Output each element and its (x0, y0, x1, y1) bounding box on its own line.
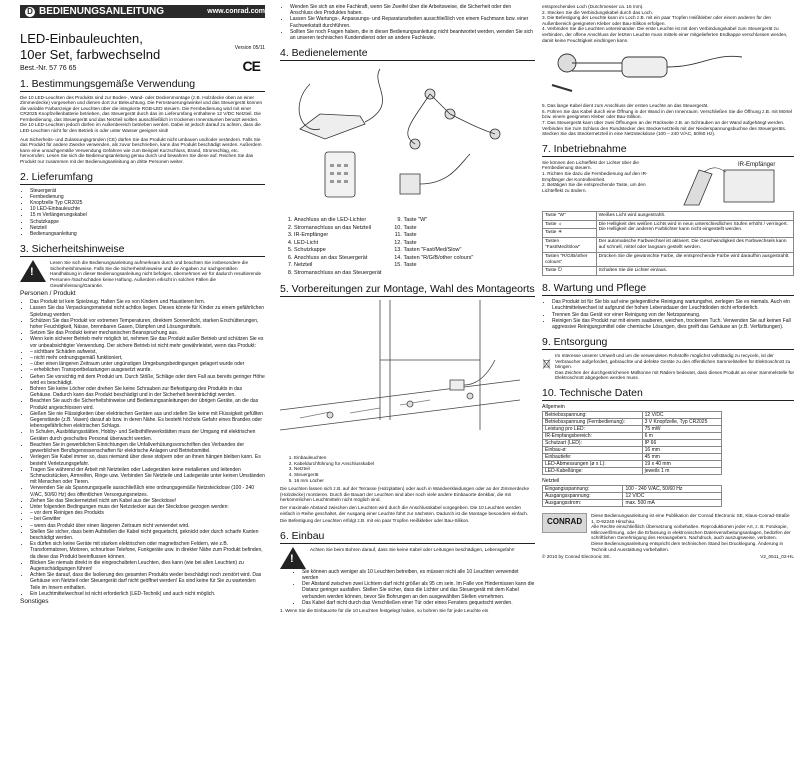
s7-intro: Sie können den Lichteffekt der Lichter über die Fernbedienung steuern. (542, 159, 639, 171)
legend-right (389, 217, 473, 277)
list-item: • Sie können auch weniger als 10 Leuchten betreiben, es müssen nicht alle 10 Leuchten verwendet werden (302, 569, 535, 581)
table-row (543, 447, 722, 454)
list-item: • Wenden Sie sich an eine Fachkraft, wenn Sie Zweifel über die Arbeitsweise, die Sicherheit oder den Anschluss des Produktes haben. (290, 4, 535, 16)
controls-legend (280, 217, 535, 277)
table-cell: Eingangsspannung: (543, 486, 623, 493)
step-line: 6. Führen Sie das Kabel durch eine Öffnung in der Wand in den Innenraum. Verschließen Sie die Öffnung z.B. mit Mörtel bzw. einem geeigneten Kleber oder Bau-Silikon. (542, 108, 793, 120)
s6-warning (280, 547, 535, 569)
step-line: entsprechendes Loch (Durchmesser ca. 16 mm). (542, 4, 644, 9)
general-table (542, 411, 722, 475)
list-item: • Lassen Sie Wartungs-, Anpassungs- und Reparaturarbeiten ausschließlich von einem Fachmann bzw. einer Fachwerkstatt durchführen. (290, 16, 535, 28)
s8-list (542, 299, 794, 330)
table-cell: Betriebsspannung (Fernbedienung): (543, 419, 643, 426)
title-line2: 10er Set, farbwechselnd (20, 46, 161, 62)
table-cell: Schutzart (LED): (543, 440, 643, 447)
version: Version 05/11 (234, 45, 265, 51)
header-brand: BEDIENUNGSANLEITUNG (39, 6, 165, 17)
list-item: • 10 LED-Einbauleuchte (30, 206, 265, 212)
column-3 (542, 0, 794, 762)
psu-table (542, 485, 722, 507)
mounting-illustration (280, 300, 520, 450)
list-item: • Ein Leuchtmittelwechsel ist nicht erforderlich (LED-Technik) und auch nicht möglich. (30, 591, 265, 597)
s5-paragraph-2: Der maximale Abstand zwischen den Leuchten wird durch die Anschlusskabel vorgegeben. Die 10 Leuchten werden einfach in Reihe geschaltet, der Ausgang einer Leuchte führt zur nächsten. Dadurch ist die Montage besonders einfach. (280, 504, 529, 516)
list-item: • – nicht mehr ordnungsgemäß funktioniert, (30, 355, 265, 361)
section-3-title: 3. Sicherheitshinweise (20, 243, 265, 257)
list-item: • Reinigen Sie das Produkt nur mit einem sauberen, weichen, trockenen Tuch. Verwenden Sie auf keinen Fall aggressive Reinigungsmittel oder chemische Lösungen, dies greift das Gehäuse an (z.B. Verfärbungen). (552, 318, 794, 330)
table-row (543, 493, 722, 500)
list-item: • Das Produkt ist für Sie bis auf eine gelegentliche Reinigung wartungsfrei, zerlegen Sie es niemals. Auch ein Leuchtmittelwechsel ist aufgrund der hohen Lebensdauer der Leuchtdioden nicht erforderlich. (552, 299, 794, 311)
footer (542, 513, 794, 552)
s9-paragraph-1: Im Interesse unserer Umwelt und um die verwendeten Rohstoffe möglichst vollständig zu recyceln, ist der Verbraucher aufgefordert, gebrauchte und defekte Geräte zu den öffentlichen Sammelstellen für Elektroschrott zu bringen. (555, 353, 791, 370)
doc-code: V2_0511_02-HL (760, 554, 794, 560)
s7-intro-text (542, 160, 660, 208)
section-4-title: 4. Bedienelemente (280, 47, 535, 61)
s9-text (555, 353, 794, 381)
table-row (543, 500, 722, 507)
table-row (543, 220, 794, 229)
continued-list (280, 4, 535, 41)
s1-paragraph-1: Die 10 LED-Leuchten des Produkts sind zur Boden-, Wand- oder Deckenmontage (z.B. Holzdecke oben an einer Zimmerdecke) vorgesehen und dienen dort zur Beleuchtung. Die Fernsteuerungswinkel und das Steuergerät können die variable Farbanzeige der Leuchten über die integrierte RGB-LED steuern. Die Fernbedienung wird mit einer CR2025 Knopfzellenbatterie betrieben, das Steuergerät durch das im Lieferumfang enthaltene 12 V/DC Netzteil. Die Fernbedienung, das Steuergerät und das Netzteil sollten ausschließlich in trockenen Innenräumen benutzt werden. Die 10 LED-Leuchten jedoch dürfen im Außenbereich betrieben werden. Dabei ist jedoch darauf zu achten, dass die LED-Leuchten nicht für den Betrieb in oder unter Wasser geeignet sind! (20, 94, 263, 134)
table-cell: Ausgangsstrom: (543, 500, 623, 507)
table-cell: Schalten Sie die Lichter ein/aus. (596, 267, 793, 276)
legend-item: 11. Taste (403, 232, 473, 240)
step-line: 7. Das Steuergerät kann über zwei Öffnungen an der Rückseite z.B. an Schrauben an der Wand aufgehängt werden. Verbinden Sie zum Schluss den Rundstecker des Steckernetzteils mit der Niederspannungsbuchse des Steuergeräts. Stecken Sie das Steckernetzteil in eine Netzsteckdose (100 – 240 V/AC, 50/60 Hz). (542, 119, 787, 137)
list-item: • Verwenden Sie als Spannungsquelle ausschließlich eine ordnungsgemäße Netzsteckdose (100 - 240 V/AC, 50/60 Hz) des öffentlichen Versorgungsnetzes. (30, 485, 265, 497)
table-cell: Der automatische Farbwechsel ist aktiviert. Die Geschwindigkeit des Farbwechsels kann auf schnell, mittel oder langsam gestellt werden. (596, 238, 793, 253)
legend-item: 2. Stromanschluss an das Netzteil (294, 225, 381, 233)
legend-item: 5. 16 mm Löcher (294, 478, 535, 484)
list-item: • Setzen Sie das Produkt keiner mechanischen Beanspruchung aus. (30, 330, 265, 336)
s3-subtitle: Personen / Produkt (20, 290, 76, 298)
s5-paragraph-1: Die Leuchten lassen sich z.B. auf der Terrasse (Holzplatten) oder auch in Wandverkleidungen oder an der Zimmerdecke (Holzdecke) montieren. Durch die Bauart der Leuchten sind aber noch viele andere Einbauorte denkbar, die mit herkömmlichen Leuchtmitteln nicht möglich sind. (280, 486, 530, 503)
s1-paragraph-2: Aus Sicherheits- und Zulassungsgründen (CE) dürfen Sie das Produkt nicht umbauen und/oder verändern. Falls Sie das Produkt für andere Zwecke verwenden, als zuvor beschrieben, kann das Produkt beschädigt werden. Außerdem kann eine unsachgemäße Verwendung Gefahren wie zum Beispiel Kurzschluss, Brand, Stromschlag, etc. hervorrufen. Lesen Sie sich die Bedienungsanleitung genau durch und bewahren Sie diese auf. Reichen Sie das Produkt nur zusammen mit der Bedienungsanleitung an dritte Personen weiter. (20, 136, 262, 165)
list-item: • Schützen Sie das Produkt vor extremen Temperaturen, direktem Sonnenlicht, starken Erschütterungen, hoher Feuchtigkeit, Nässe, brennbaren Gasen, Dämpfen und Lösungsmitteln. (30, 318, 265, 330)
table-cell: 45 mm (642, 454, 721, 461)
psu-label: Netzteil (542, 478, 560, 485)
table-cell: Die Helligkeit des weißen Lichts wird in neun unterschiedlichen Stufen erhöht / verringert. Die Helligkeit der anderen Farblichter kann nicht eingestellt werden. (596, 220, 793, 238)
controls-diagram (280, 64, 520, 214)
list-item: • Beachten Sie in gewerblichen Einrichtungen die Unfallverhütungsvorschriften des Verbandes der gewerblichen Berufsgenossenschaften für elektrische Anlagen und Betriebsmittel. (30, 442, 265, 454)
table-cell: IR-Empfangsbereich: (543, 433, 643, 440)
sonstiges-heading: Sonstiges (20, 597, 49, 605)
header-bar (20, 5, 265, 18)
s7-step: 2. Betätigen Sie die entsprechende Taste, um den Lichteffekt zu ändern. (542, 182, 646, 193)
header-website: www.conrad.com (207, 8, 265, 15)
table-row (543, 211, 794, 220)
list-item: • Unter folgenden Bedingungen muss der Netzstecker aus der Steckdose gezogen werden: (30, 504, 265, 510)
legend-item: 4. LED-Licht (294, 240, 381, 248)
s9-row (542, 353, 794, 381)
table-cell: Einbau-ø: (543, 447, 643, 454)
table-cell: 75 mW (642, 426, 721, 433)
power-icon: ⏻ (557, 268, 562, 274)
step-line: 4. Verbinden Sie die Leuchten untereinander. Die erste Leuchte ist mit dem Verbindungskabel zum Steuergerät zu verbinden, der offene Anschluss der letzten Leuchte muss mittels einer mitgelieferten Endkappe verschlossen werden, damit keine Feuchtigkeit eindringen kann. (542, 26, 788, 43)
legend-item: 3. IR-Empfänger (294, 232, 381, 240)
table-cell (543, 220, 597, 229)
sun-up-icon: ☼ (557, 221, 563, 227)
step-line: 5. Das lange Kabel dient zum Anschluss der ersten Leuchte an das Steuergerät. (542, 103, 709, 109)
list-item: • Achten Sie darauf, dass die Isolierung des gesamten Produkts weder beschädigt noch zerstört wird. Das Gehäuse von Netzteil oder Steuergerät darf nicht geöffnet werden! Es sind keine für Sie zu wartenden Teile im Innern enthalten. (30, 572, 265, 591)
table-row (543, 486, 722, 493)
list-item: • Stellen Sie sicher, dass beim Aufstellen die Kabel nicht gequetscht, geknickt oder durch scharfe Kanten beschädigt werden. (30, 529, 265, 541)
table-cell: Ausgangsspannung: (543, 493, 623, 500)
title-line1: LED-Einbauleuchten, (20, 30, 143, 46)
table-row (543, 440, 722, 447)
section-2-title: 2. Lieferumfang (20, 171, 265, 185)
table-row (543, 238, 794, 253)
column-2 (280, 0, 535, 762)
list-item: • Gehen Sie vorsichtig mit dem Produkt um. Durch Stöße, Schläge oder dem Fall aus bereits geringer Höhe wird es beschädigt. (30, 374, 265, 386)
table-cell (543, 229, 597, 238)
table-cell: Tasten "Fast/Med/Slow" (543, 238, 597, 253)
legend-item: 1. Einbauleuchten (294, 455, 535, 461)
section-8-title: 8. Wartung und Pflege (542, 282, 794, 296)
list-item: • Bohren Sie keine Löcher oder drehen Sie keine Schrauben zur Befestigung des Produkts in das Gehäuse. Dadurch kann das Produkt beschädigt und in der Sicherheit beeinträchtigt werden. (30, 386, 265, 398)
legend-left (280, 217, 381, 277)
list-item: • 15 m Verlängerungskabel (30, 212, 265, 218)
brand-logo-icon: D (25, 7, 35, 17)
cell-label: Taste (545, 221, 557, 227)
legend-item: 12. Taste (403, 240, 473, 248)
legend-item: 5. Schutzkappe (294, 247, 381, 255)
legend-item: 10. Taste (403, 225, 473, 233)
list-item: • Trennen Sie das Gerät vor einer Reinigung von der Netzspannung. (552, 312, 794, 318)
warning-icon: ! (20, 260, 46, 282)
legend-item: 2. Kabeldurchführung für Anschlusskabel (294, 461, 535, 467)
s3-warning-text: Lesen Sie sich die Bedienungsanleitung aufmerksam durch und beachten Sie insbesondere die Sicherheitshinweise. Falls Sie die Sicherheitshinweise und die Angaben zur sachgemäßen Handhabung in dieser Bedienungsanleitung nicht befolgen, übernehmen wir für dadurch resultierende Personen-/Sachschäden keine Haftung. Außerdem erlischt in solchen Fällen die Gewährleistung/Garantie. (50, 260, 262, 288)
table-cell: LED-Abmessungen (ø x L): (543, 461, 643, 468)
ir-illustration (664, 160, 784, 208)
legend-item: 4. Steuergerät (294, 472, 535, 478)
s6-list (292, 569, 535, 606)
safety-list (20, 299, 265, 597)
section-9-title: 9. Entsorgung (542, 336, 794, 350)
footer-line: Diese Bedienungsanleitung ist eine Publikation der Conrad Electronic SE, Klaus-Conrad-Straße 1, D-92240 Hirschau. (591, 513, 790, 524)
table-cell: jeweils 1 m (642, 468, 721, 475)
table-row (543, 267, 794, 276)
list-item: • Steuergerät (30, 188, 265, 194)
table-row (543, 252, 794, 267)
s6-warning-text: Achten Sie beim Bohren darauf, dass Sie keine Kabel oder Leitungen beschädigen, Lebensgefahr! (310, 546, 515, 552)
mounting-legend (280, 455, 535, 483)
table-cell: 6 m (642, 433, 721, 440)
table-cell: Leistung pro LED: (543, 426, 643, 433)
delivery-list (20, 188, 265, 238)
section-1-title: 1. Bestimmungsgemäße Verwendung (20, 78, 265, 92)
step-line: 3. Die Befestigung der Leuchte kann im Loch z.B. mit ein paar Tropfen Heißkleber oder einem anderen für den Außenbereich geeigneten Kleber oder Bau-Silikon erfolgen. (542, 15, 772, 26)
list-item: • Tragen Sie während der Arbeit mit Netzteilen oder Ladegeräten keine metallenen und leitenden Schmuckstücken, Armreifen, Ringe usw. Verbinden Sie Netzteile und Ladegeräte unter keinen Umständen mit Menschen oder Tieren. (30, 467, 265, 486)
table-row (543, 412, 722, 419)
list-item: • Knopfzelle Typ CR2025 (30, 200, 265, 206)
section-5-title: 5. Vorbereitungen zur Montage, Wahl des Montageorts (280, 283, 535, 296)
ir-label: IR-Empfänger (738, 161, 776, 168)
s7-intro-row (542, 160, 794, 208)
table-cell: Einbautiefe: (543, 454, 643, 461)
legend-item: 6. Anschluss an das Steuergerät (294, 255, 381, 263)
list-item: • – bei Gewitter (30, 516, 265, 522)
controls-illustration (280, 64, 520, 214)
s3-warning (20, 260, 265, 288)
order-number: Best.-Nr. 57 76 65 (20, 64, 77, 72)
list-item: • Sollten Sie noch Fragen haben, die in dieser Bedienungsanleitung nicht beantwortet werden, wenden Sie sich an unseren technischen Kundendienst oder an andere Fachleute. (290, 29, 535, 41)
list-item: • – vor dem Reinigen des Produkts (30, 510, 265, 516)
step-line: 2. Stecken Sie die Verbindungskabel durch das Loch. (542, 9, 654, 15)
legend-item: 9. Taste "W" (403, 217, 473, 225)
table-row (543, 426, 722, 433)
list-item: • Blicken Sie niemals direkt in die eingeschalteten Leuchten, dies kann (wie bei allen Leuchten) zu Augenschädigungen führen! (30, 560, 265, 572)
section-10-title: 10. Technische Daten (542, 387, 794, 401)
doc-title (20, 31, 265, 63)
buttons-table (542, 211, 794, 276)
list-item: • Verlegen Sie Kabel immer so, dass niemand über diese stolpern oder an ihnen hängen bleiben kann. Es besteht Verletzungsgefahr. (30, 454, 265, 466)
s5-paragraph-3: Die Befestigung der Leuchten erfolgt z.B. mit ein paar Tropfen Heißkleber oder Bau-Silikon. (280, 518, 470, 524)
list-item: • – erheblichen Transportbelastungen ausgesetzt wurde. (30, 367, 265, 373)
table-cell: max. 500 mA (623, 500, 722, 507)
s9-paragraph-2: Das Zeichen der durchgestrichenen Mülltonne mit Rädern bedeutet, dass dieses Produkt an einer Sammelstelle für Elektroschrott abgegeben werden muss. (555, 369, 794, 381)
legend-item: 15. Taste (403, 262, 473, 270)
list-item: • Der Abstand zwischen zwei Lichtern darf nicht größer als 95 cm sein. Im Falle von Hindernissen kann die Distanz geringer ausfallen. Stellen Sie sicher, dass die Lichter und das Steuergerät mit dem Kabel verbunden werden können, bevor Sie Bohrungen an den ausgewählten Stellen vornehmen. (302, 581, 535, 600)
list-item: • Das Kabel darf nicht durch das Verschließen einer Tür oder eines Fensters gequetscht werden. (302, 600, 535, 606)
column-1 (20, 0, 265, 762)
table-cell: Taste "W" (543, 211, 597, 220)
footer-line: Alle Rechte einschließlich Übersetzung vorbehalten. Reproduktionen jeder Art, z. B. Fotokopie, Mikroverfilmung, oder die Erfassung in elektronischen Datenverarbeitungsanlagen, bedürfen der schriftlichen Genehmigung des Herausgebers. Nachdruck, auch auszugsweise, verboten. (591, 524, 791, 541)
crossed-bin-icon (542, 353, 551, 375)
legend-item: 8. Stromanschluss an das Steuergerät (294, 270, 381, 278)
list-item: • Netzteil (30, 225, 265, 231)
list-item: • Wenn kein sicherer Betrieb mehr möglich ist, nehmen Sie das Produkt außer Betrieb und schützen Sie es vor unbeabsichtigter Verwendung. Der sichere Betrieb ist nicht mehr gewährleistet, wenn das Produkt: (30, 336, 265, 348)
table-cell: 100 - 240 V/AC, 50/60 Hz (623, 486, 722, 493)
table-cell: 16 mm (642, 447, 721, 454)
table-row (543, 433, 722, 440)
table-cell: Tasten "R/G/B/other colours" (543, 252, 597, 267)
legend-item: 3. Netzteil (294, 466, 535, 472)
table-cell: 12 V/DC (623, 493, 722, 500)
footer-line: Diese Bedienungsanleitung entspricht dem technischen Stand bei Drucklegung. Änderung in Technik und Ausstattung vorbehalten. (591, 541, 784, 552)
warning-icon: ! (280, 547, 306, 569)
list-item: • Bedienungsanleitung (30, 231, 265, 237)
legend-item: 14. Tasten "R/G/B/other colours" (403, 255, 473, 263)
list-item: • Schutzkappe (30, 219, 265, 225)
cell-label: Taste (545, 268, 557, 274)
s7-step: 1. Richten Sie dazu die Fernbedienung auf den IR-Empfänger der Kontrolleinheit. (542, 170, 648, 182)
s6-step-1: 1. Wenn Sie die Einbauorte für die 10 Leuchten festgelegt haben, so bohren Sie für jede Leuchte ein (280, 607, 489, 613)
table-cell: 3 V Knopfzelle, Typ CR2025 (642, 419, 721, 426)
list-item: • Es dürfen sich keine Geräte mit starken elektrischen oder magnetischen Feldern, wie z.B. Transformatoren, Motoren, schnurlose Telefone, Funkgeräte usw. in direkter Nähe zum Produkt befinden, da diese das Produkt beeinflussen können. (30, 541, 265, 560)
legend-item: 13. Tasten "Fast/Med/Slow" (403, 247, 473, 255)
table-cell (543, 267, 597, 276)
table-cell: LED-Kabellänge: (543, 468, 643, 475)
table-cell: Weißes Licht wird ausgestrahlt. (596, 211, 793, 220)
list-item: • Lassen Sie das Verpackungsmaterial nicht achtlos liegen. Dieses könnte für Kinder zu einem gefährlichen Spielzeug werden. (30, 305, 265, 317)
table-row (543, 468, 722, 475)
installation-illustration (542, 43, 792, 98)
ce-mark: CE (242, 58, 260, 74)
section-7-title: 7. Inbetriebnahme (542, 143, 794, 157)
list-item: • Das Produkt ist kein Spielzeug. Halten Sie es von Kindern und Haustieren fern. (30, 299, 265, 305)
general-label: Allgemein (542, 404, 565, 411)
list-item: • Beachten Sie auch die Sicherheitshinweise und Bedienungsanleitungen der übrigen Geräte, an die das Produkt angeschlossen wird. (30, 398, 265, 410)
table-row (543, 419, 722, 426)
list-item: • – über einen längeren Zeitraum unter ungünstigen Umgebungsbedingungen gelagert wurde oder (30, 361, 265, 367)
footer-bottom (542, 554, 794, 560)
table-cell: IP 66 (642, 440, 721, 447)
list-item: • Gießen Sie nie Flüssigkeiten über elektrischen Geräten aus und stellen Sie keine mit Flüssigkeit gefüllten Gegenstände (z.B. Vasen) darauf ab bzw. in deren Nähe. Es besteht höchste Gefahr eines Brandes oder lebensgefährlichen elektrischen Schlags. (30, 411, 265, 430)
section-6-title: 6. Einbau (280, 530, 535, 544)
table-row (543, 454, 722, 461)
copyright: © 2010 by Conrad Electronic SE. (542, 554, 611, 560)
table-cell: Betriebsspannung: (543, 412, 643, 419)
list-item: • – wenn das Produkt über einen längeren Zeitraum nicht verwendet wird. (30, 523, 265, 529)
table-cell: 12 V/DC (642, 412, 721, 419)
footer-text (591, 513, 794, 552)
conrad-logo: CONRAD (542, 513, 587, 533)
sun-down-icon: ☀ (557, 230, 563, 236)
list-item: • Fernbedienung (30, 194, 265, 200)
table-cell: 19 x 40 mm (642, 461, 721, 468)
table-cell: Drücken Sie die gewünschte Farbe, die entsprechende Farbe wird daraufhin ausgestrahlt. (596, 252, 793, 267)
cell-label: Taste (545, 230, 557, 236)
table-row (543, 461, 722, 468)
legend-item: 7. Netzteil (294, 262, 381, 270)
legend-item: 1. Anschluss an die LED-Lichter (294, 217, 381, 225)
list-item: • – sichtbare Schäden aufweist, (30, 349, 265, 355)
list-item: • Ziehen Sie das Steckernetzteil nicht am Kabel aus der Steckdose! (30, 498, 265, 504)
list-item: • In Schulen, Ausbildungsstätten, Hobby- und Selbsthilfewerkstätten muss der Umgang mit elektrischen Geräten durch geschultes Personal überwacht werden. (30, 429, 265, 441)
